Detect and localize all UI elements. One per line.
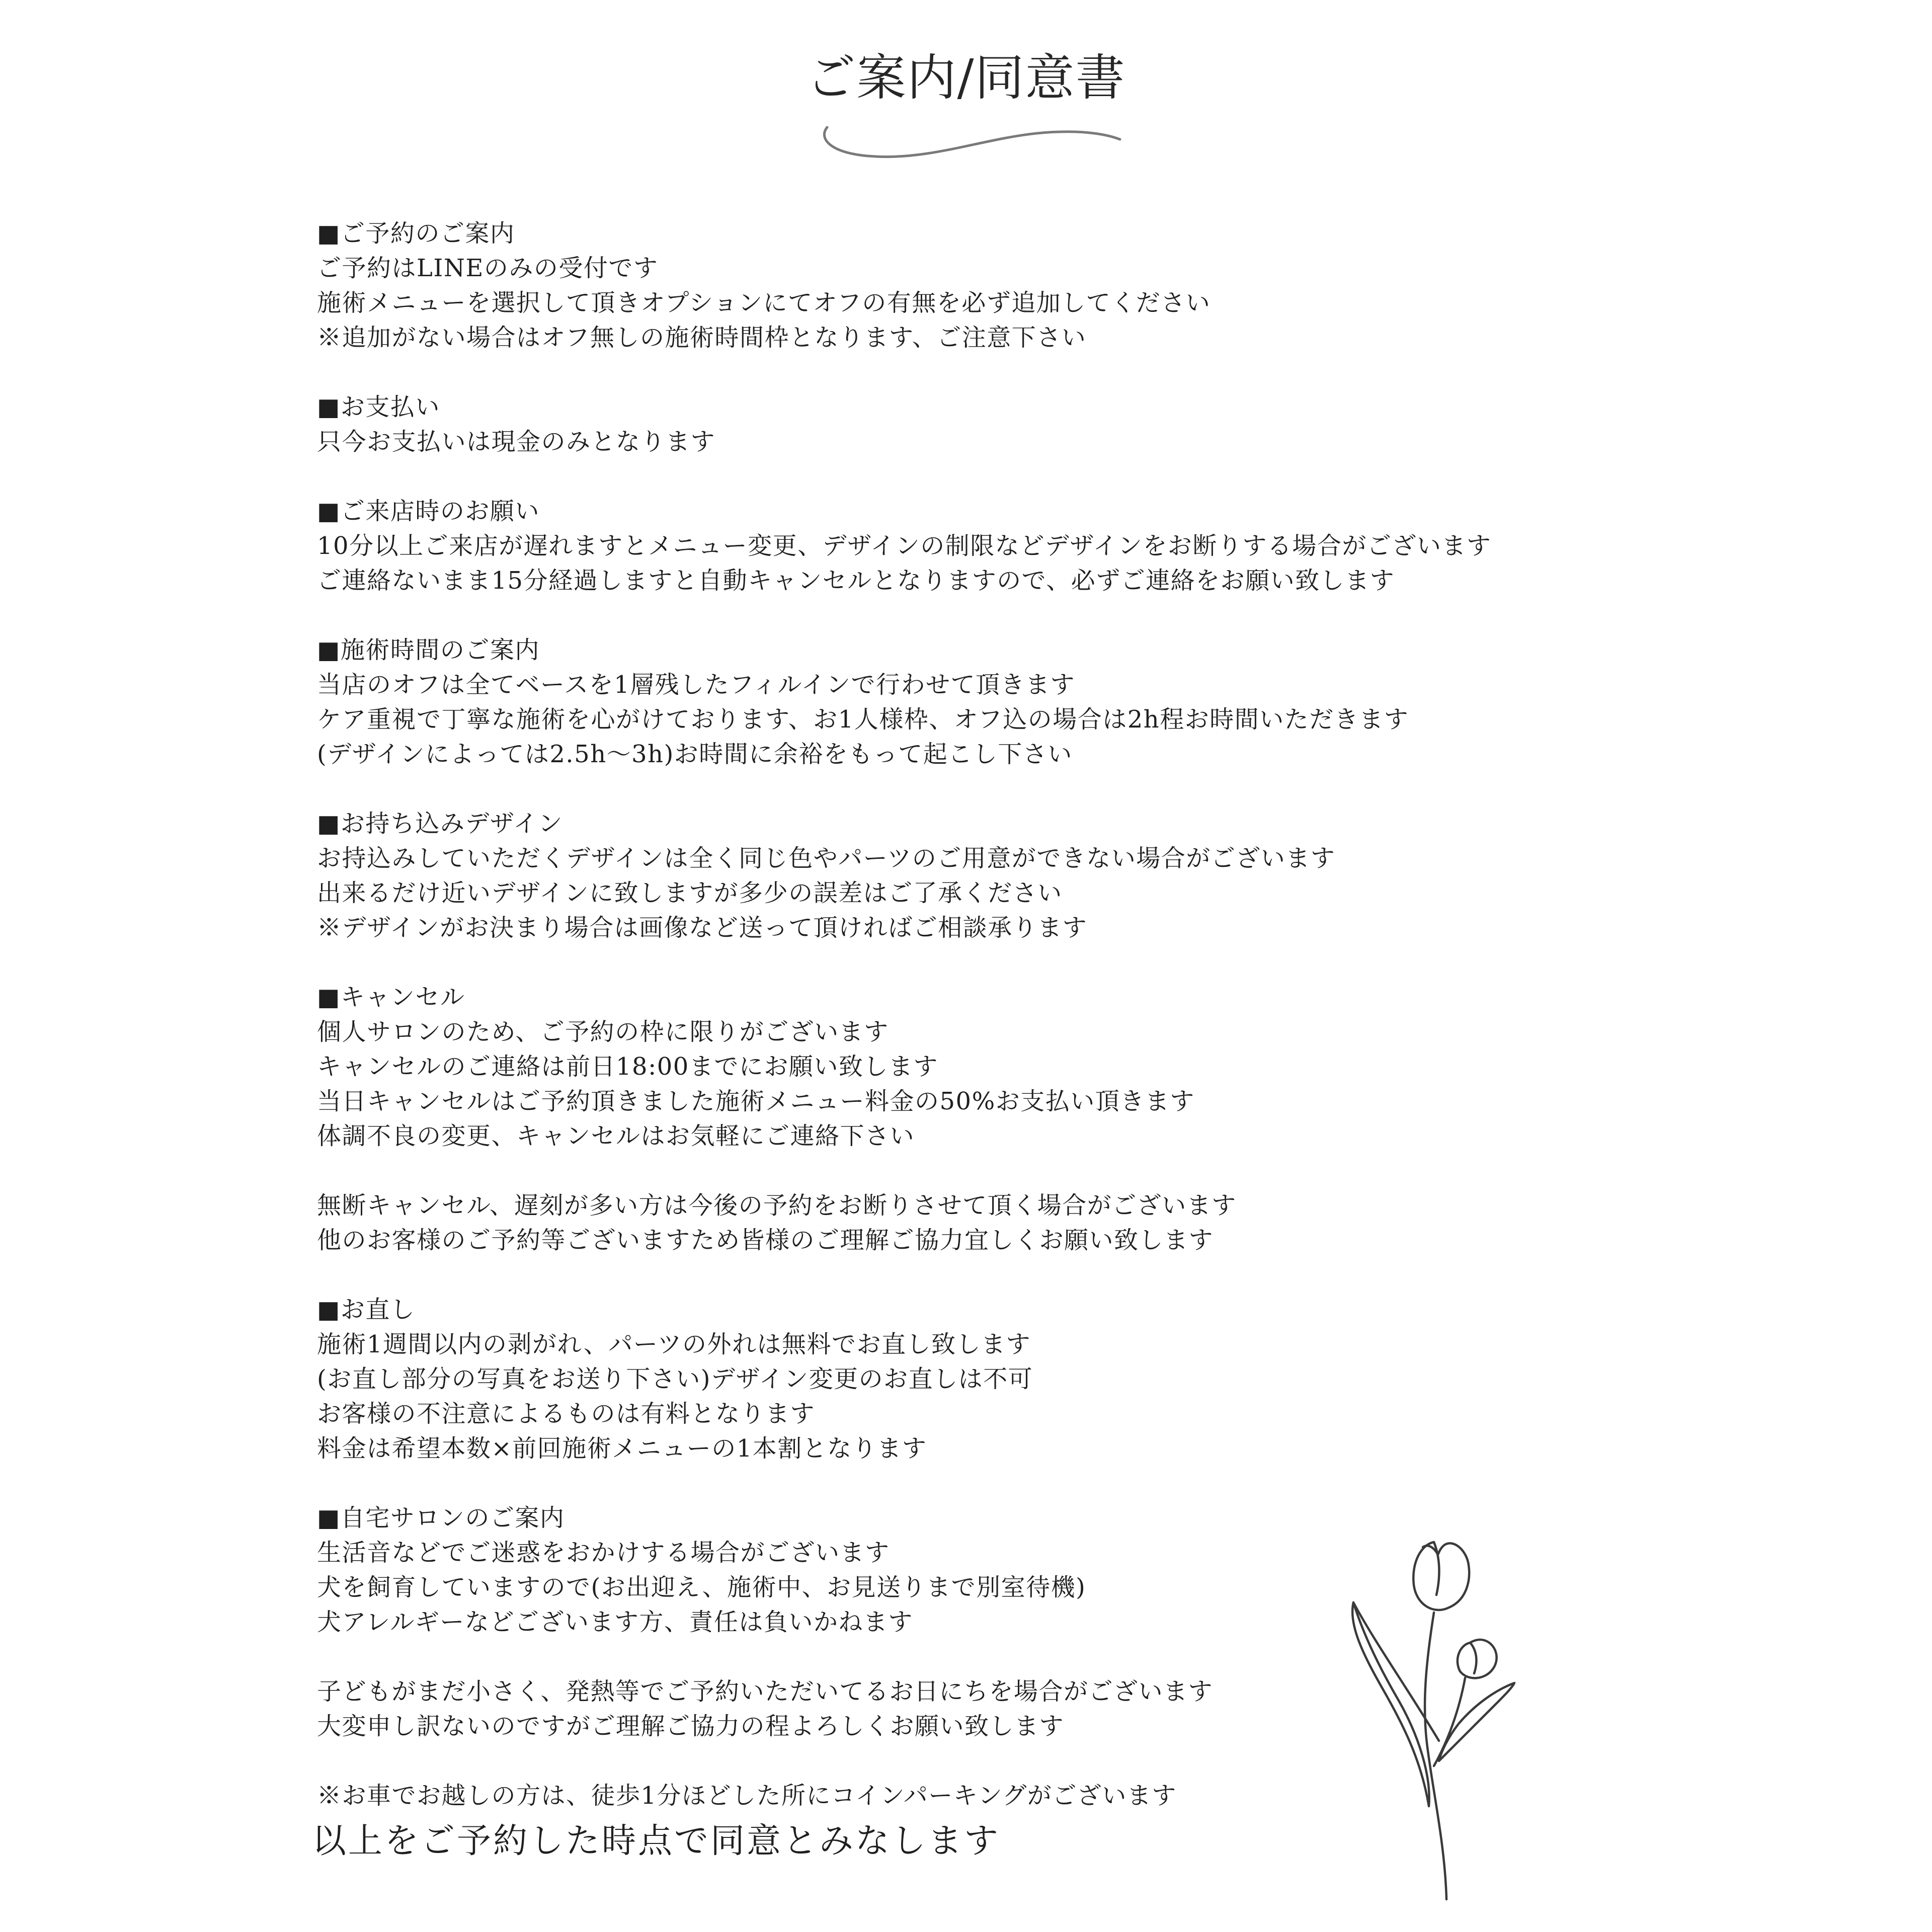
section-spacer xyxy=(317,945,1706,980)
section-spacer xyxy=(317,1466,1706,1501)
section-line: (お直し部分の写真をお送り下さい)デザイン変更のお直しは不可 xyxy=(317,1365,1033,1393)
section-line: ※デザインがお決まり場合は画像など送って頂ければご相談承ります xyxy=(317,914,1088,942)
section-line: 当店のオフは全てベースを1層残したフィルインで行わせて頂きます xyxy=(317,671,1075,699)
section-line: 体調不良の変更、キャンセルはお気軽にご連絡下さい xyxy=(317,1122,915,1150)
section-spacer xyxy=(317,598,1706,633)
section-line: 施術1週間以内の剥がれ、パーツの外れは無料でお直し致します xyxy=(317,1330,1031,1358)
document-title: ご案内/同意書 xyxy=(806,49,1126,107)
section-heading: ■施術時間のご案内 xyxy=(317,636,540,664)
section-line: 子どもがまだ小さく、発熱等でご予約いただいてるお日にちを場合がございます xyxy=(317,1677,1214,1706)
section-line: 無断キャンセル、遅刻が多い方は今後の予約をお断りさせて頂く場合がございます xyxy=(317,1191,1237,1220)
section-line: ご予約はLINEのみの受付です xyxy=(317,254,659,282)
closing-statement: 以上をご予約した時点で同意とみなします xyxy=(312,1821,1001,1861)
section-heading: ■お持ち込みデザイン xyxy=(317,810,563,838)
section-line: ケア重視で丁寧な施術を心がけております、お1人様枠、オフ込の場合は2h程お時間いただきます xyxy=(317,705,1409,734)
section-spacer xyxy=(317,459,1706,494)
section-line: お持込みしていただくデザインは全く同じ色やパーツのご用意ができない場合がございます xyxy=(317,844,1336,872)
section-line: 出来るだけ近いデザインに致しますが多少の誤差はご了承ください xyxy=(317,879,1063,907)
section-heading: ■キャンセル xyxy=(317,983,465,1011)
section-line: ※お車でお越しの方は、徒歩1分ほどした所にコインパーキングがございます xyxy=(317,1782,1177,1810)
section-line: 施術メニューを選択して頂きオプションにてオフの有無を必ず追加してください xyxy=(317,289,1211,317)
section-line: お客様の不注意によるものは有料となります xyxy=(317,1400,816,1428)
section-line: ※追加がない場合はオフ無しの施術時間枠となります、ご注意下さい xyxy=(317,324,1087,352)
section-line: 犬アレルギーなどございます方、責任は負いかねます xyxy=(317,1608,913,1636)
section-heading: ■お支払い xyxy=(317,393,440,421)
section-line: 料金は希望本数×前回施術メニューの1本割となります xyxy=(317,1434,927,1463)
section-line: 当日キャンセルはご予約頂きました施術メニュー料金の50%お支払い頂きます xyxy=(317,1087,1195,1115)
section-line: (デザインによっては2.5h〜3h)お時間に余裕をもって起こし下さい xyxy=(317,740,1073,768)
section-line: 個人サロンのため、ご予約の枠に限りがございます xyxy=(317,1018,889,1046)
section-heading: ■自宅サロンのご案内 xyxy=(317,1504,565,1532)
section-line: 犬を飼育していますので(お出迎え、施術中、お見送りまで別室待機) xyxy=(317,1573,1086,1601)
section-spacer xyxy=(317,772,1706,807)
section-line: 10分以上ご来店が遅れますとメニュー変更、デザインの制限などデザインをお断りする場合がございます xyxy=(317,532,1492,560)
section-line: 大変申し訳ないのですがご理解ご協力の程よろしくお願い致します xyxy=(317,1712,1065,1740)
section-spacer xyxy=(317,1258,1706,1293)
section-spacer xyxy=(317,355,1706,390)
section-line: 他のお客様のご予約等ございますため皆様のご理解ご協力宜しくお願い致します xyxy=(317,1226,1214,1254)
tulip-line-art-icon xyxy=(1333,1524,1535,1907)
section-heading: ■お直し xyxy=(317,1296,416,1324)
section-heading: ■ご予約のご案内 xyxy=(317,219,515,248)
section-heading: ■ご来店時のお願い xyxy=(317,497,540,525)
section-line: 只今お支払いは現金のみとなります xyxy=(317,428,716,456)
section-spacer xyxy=(317,1154,1706,1188)
section-line: ご連絡ないまま15分経過しますと自動キャンセルとなりますので、必ずご連絡をお願い致します xyxy=(317,567,1395,595)
section-line: 生活音などでご迷惑をおかけする場合がございます xyxy=(317,1539,890,1567)
swash-flourish-icon xyxy=(815,108,1127,164)
section-line: キャンセルのご連絡は前日18:00までにお願い致します xyxy=(317,1053,938,1081)
